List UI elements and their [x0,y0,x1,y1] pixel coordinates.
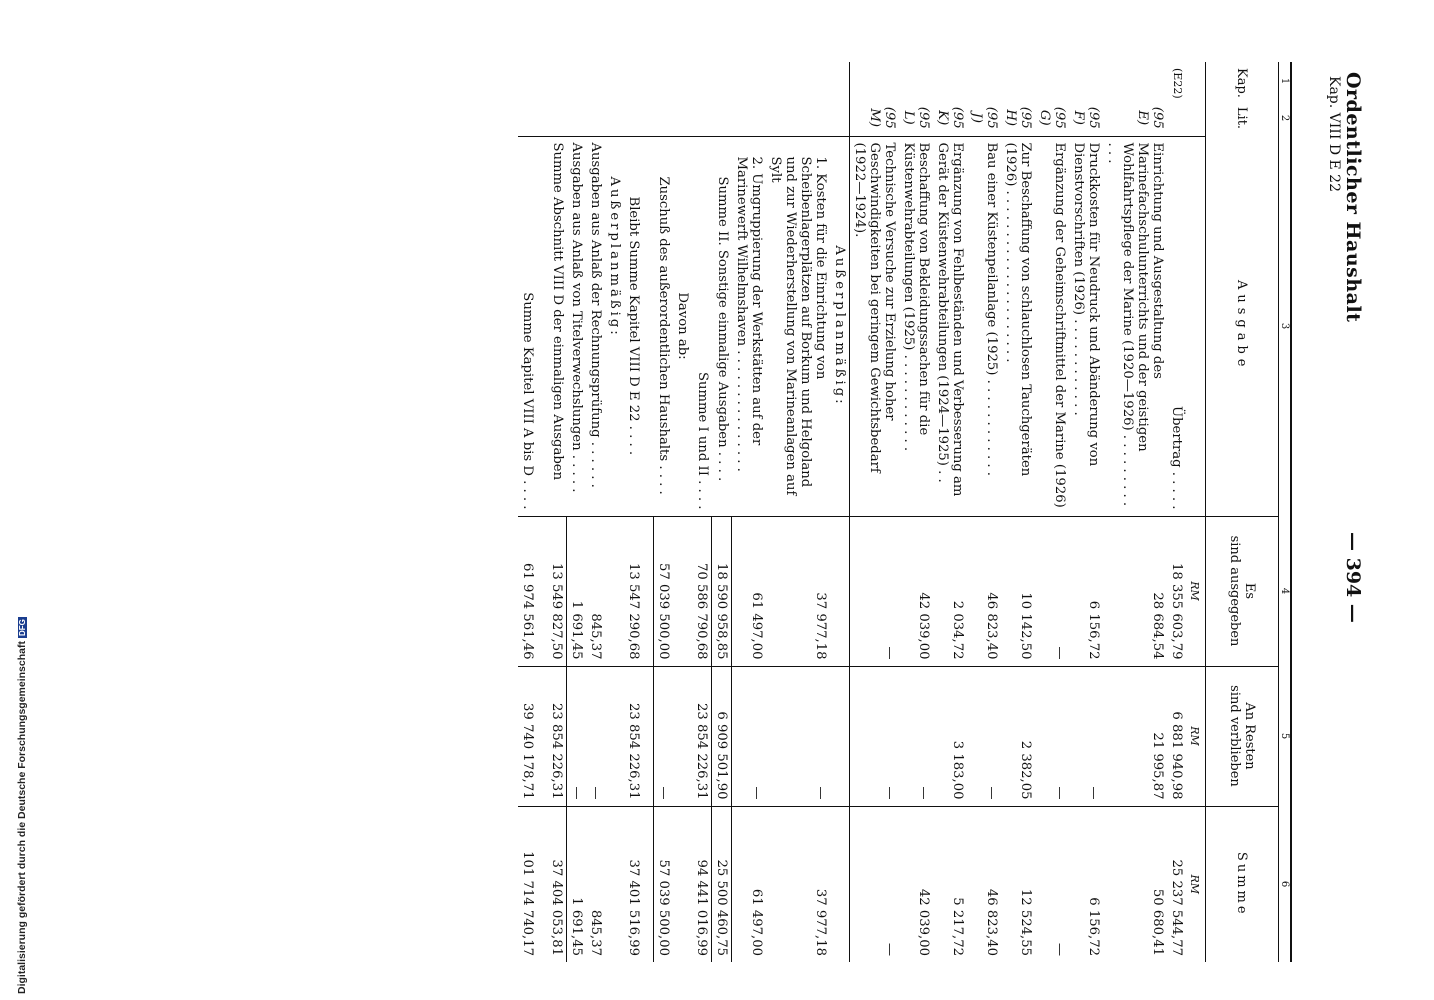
subtotal-row [625,62,644,962]
scanned-page [30,0,1434,1000]
summe-cell: 6 156,72 [1069,806,1103,962]
table-row [967,62,1001,962]
description-cell: Zuschuß des außerordentlichen Haushalts . . . . [654,136,674,516]
total-row [548,62,568,962]
summe-cell: 42 039,00 [899,806,933,962]
summe-cell: 46 823,40 [967,806,1001,962]
ausgegeben-cell: 61 497,00 [732,516,766,666]
header-ausgegeben [1206,516,1279,666]
description-cell: Summe II. Sonstige einmalige Ausgaben . . . . [712,136,732,516]
unit-label: RM [1186,666,1206,806]
reste-cell: — [1069,666,1103,806]
ausgegeben-cell: 10 142,50 [1001,516,1035,666]
reste-cell: 21 995,87 [1103,666,1167,806]
ausgegeben-cell: 18 355 603,79 [1167,516,1186,666]
reste-cell: 6 909 501,90 [712,666,732,806]
ausgegeben-cell: — [850,516,900,666]
digitization-note [0,0,28,1000]
col-number: 6 [1279,806,1292,962]
reste-cell: 6 881 940,98 [1167,666,1186,806]
reste-cell: 2 382,05 [1001,666,1035,806]
table-row [1001,62,1035,962]
description-cell: Druckkosten für Neudruck und Abänderung von Dienstvorschriften (1926) . . . . . . . . . . . . [1069,136,1103,516]
ausgegeben-cell: 6 156,72 [1069,516,1103,666]
page-number: — 394 — [1342,532,1364,623]
ausgegeben-cell: 46 823,40 [967,516,1001,666]
ausgegeben-cell: 13 549 827,50 [548,516,568,666]
table-row [1069,62,1103,962]
header-lit: Lit. [1206,100,1279,136]
ausgegeben-cell: 845,37 [587,516,606,666]
ausgegeben-cell: 1 691,45 [567,516,587,666]
table-row [830,62,850,962]
table-row [933,62,967,962]
reste-cell: — [850,666,900,806]
dfg-logo: DFG [18,619,27,637]
column-number-row [1279,62,1292,962]
description-cell: Ausgaben aus Anlaß der Rechnungsprüfung . . . . . . [587,136,606,516]
kap-cell [899,62,933,100]
ausgegeben-cell: 37 977,18 [766,516,830,666]
lit-cell: (95 L) [901,106,931,129]
summe-cell: 50 680,41 [1103,806,1167,962]
table-row [899,62,933,962]
header-ausgabe: Ausgabe [1206,136,1279,516]
table-row [766,62,830,962]
reste-cell: — [654,666,674,806]
kap-cell: (E22) [1171,68,1184,99]
summe-cell: 57 039 500,00 [654,806,674,962]
kap-cell [1035,62,1069,100]
ausgegeben-cell: 13 547 290,68 [625,516,644,666]
col-number: 4 [1279,516,1292,666]
reste-cell: — [899,666,933,806]
col-number: 5 [1279,666,1292,806]
summe-cell: 61 497,00 [732,806,766,962]
lit-cell: (95 F) [1071,106,1101,129]
header-reste-l2: sind verblieben [1227,685,1242,787]
reste-cell: 23 854 226,31 [693,666,713,806]
summe-cell: 101 714 740,17 [519,806,548,962]
summe-cell: 25 237 544,77 [1167,806,1186,962]
summe-cell: 12 524,55 [1001,806,1035,962]
summe-cell: 845,37 [587,806,606,962]
page-content [99,62,1374,962]
chapter-reference: Kap. VIII D E 22 [1326,76,1342,192]
reste-cell: 23 854 226,31 [548,666,568,806]
description-cell: Technische Versuche zur Erzielung hoher Geschwindigkeiten bei geringem Gewichtsbedarf (1922—1924). [850,136,900,516]
description-cell: Einrichtung und Ausgestaltung des Marinefachschulunterrichts und der geistigen Wohlfahrtspflege der Marine (1920—1926) . . . . . . . . . . . . [1103,136,1167,516]
reste-cell: — [1035,666,1069,806]
kap-cell [850,62,900,100]
description-cell: Summe Kapitel VIII A bis D . . . . [519,136,548,516]
table-row [654,62,674,962]
lit-cell: (95 M) [867,106,897,129]
ausgegeben-cell: — [1035,516,1069,666]
ausgegeben-cell: 2 034,72 [933,516,967,666]
summe-cell: 1 691,45 [567,806,587,962]
col-number: 3 [1279,136,1292,516]
summe-cell: 25 500 460,75 [712,806,732,962]
kap-cell [967,62,1001,100]
ausgegeben-cell: 57 039 500,00 [654,516,674,666]
table-row [1035,62,1069,962]
subtotal-row [712,62,732,962]
description-cell: Übertrag . . . . . [1167,136,1186,516]
description-cell: 1. Kosten für die Einrichtung von Scheibenlagerplätzen auf Borkum und Helgoland und zur Wiederherstellung von Marineanlagen auf Sylt [766,136,830,516]
reste-cell: — [732,666,766,806]
summe-cell: 37 401 516,99 [625,806,644,962]
ausgegeben-cell: 70 586 790,68 [693,516,713,666]
kap-cell [1103,62,1167,100]
summe-cell: 37 404 053,81 [548,806,568,962]
reste-cell: — [766,666,830,806]
unit-row [1186,62,1206,962]
header-ausgegeben-l1: Es [1242,582,1257,600]
running-head: Ordentlicher Haushalt [1342,72,1364,323]
lit-cell: (95 G) [1037,106,1067,129]
total-row [519,62,548,962]
reste-cell: 39 740 178,71 [519,666,548,806]
table-row [567,62,587,962]
subtotal-row [693,62,713,962]
section-heading: Außerplanmäßig: [606,136,625,516]
description-cell: Beschaffung von Bekleidungssachen für die Küstenwehrabteilungen (1925) . . . . . . . . . . . . [899,136,933,516]
table-row [850,62,900,962]
kap-cell [933,62,967,100]
table-row [732,62,766,962]
lit-cell [1167,100,1186,136]
summe-cell: 5 217,72 [933,806,967,962]
summe-cell: 94 441 016,99 [693,806,713,962]
expenditure-table [519,62,1293,962]
reste-cell: 23 854 226,31 [625,666,644,806]
lit-cell: (95 E) [1135,106,1165,129]
header-row [1206,62,1279,962]
lit-cell: (95 J) [969,106,999,129]
col-number: 2 [1279,100,1292,136]
description-cell: Bau einer Küstenpeilanlage (1925) . . . . . . . . . . . . [967,136,1001,516]
ausgegeben-cell: 18 590 958,85 [712,516,732,666]
summe-cell: 37 977,18 [766,806,830,962]
description-cell: Ausgaben aus Anlaß von Titelverwechslungen . . . . . [567,136,587,516]
header-ausgegeben-l2: sind ausgegeben [1227,535,1242,647]
lit-cell: (95 K) [935,106,965,129]
unit-label: RM [1186,516,1206,666]
header-summe: Summe [1206,806,1279,962]
page-header [1326,62,1364,962]
description-cell: Ergänzung der Geheimschriftmittel der Marine (1926) [1035,136,1069,516]
description-cell: Summe Abschnitt VIII D der einmaligen Ausgaben [548,136,568,516]
description-cell: Ergänzung von Fehlbeständen und Verbesserung am Gerät der Küstenwehrabteilungen (1924—1925) . . [933,136,967,516]
description-cell: Bleibt Summe Kapitel VIII D E 22 . . . . [625,136,644,516]
kap-cell [1069,62,1103,100]
table-row [1103,62,1167,962]
reste-cell: — [567,666,587,806]
ausgegeben-cell: 42 039,00 [899,516,933,666]
table-row [606,62,625,962]
ausgegeben-cell: 61 974 561,46 [519,516,548,666]
table-row [587,62,606,962]
summe-cell: — [1035,806,1069,962]
header-kap: Kap. [1206,62,1279,100]
description-cell: Summe I und II . . . . [693,136,713,516]
header-reste-l1: An Resten [1242,702,1257,770]
header-reste [1206,666,1279,806]
reste-cell: 3 183,00 [933,666,967,806]
reste-cell: — [967,666,1001,806]
kap-cell [1001,62,1035,100]
ausgegeben-cell: 28 684,54 [1103,516,1167,666]
table-row [1167,62,1186,962]
table-row [674,62,693,962]
summe-cell: — [850,806,900,962]
section-heading: Davon ab: [674,136,693,516]
lit-cell: (95 H) [1003,106,1033,129]
description-cell: Zur Beschaffung von schlauchlosen Tauchgeräten (1926) . . . . . . . . . . . . . . . . . . . . . [1001,136,1035,516]
reste-cell: — [587,666,606,806]
description-cell: 2. Umgruppierung der Werkstätten auf der Marinewerft Wilhelmshaven . . . . . . . . . . . . . . . [732,136,766,516]
section-heading: Außerplanmäßig: [830,136,850,516]
digitization-note-text: Digitalisierung gefördert durch die Deutsche Forschungsgemeinschaft [16,641,28,994]
unit-label: RM [1186,806,1206,962]
col-number: 1 [1279,62,1292,100]
